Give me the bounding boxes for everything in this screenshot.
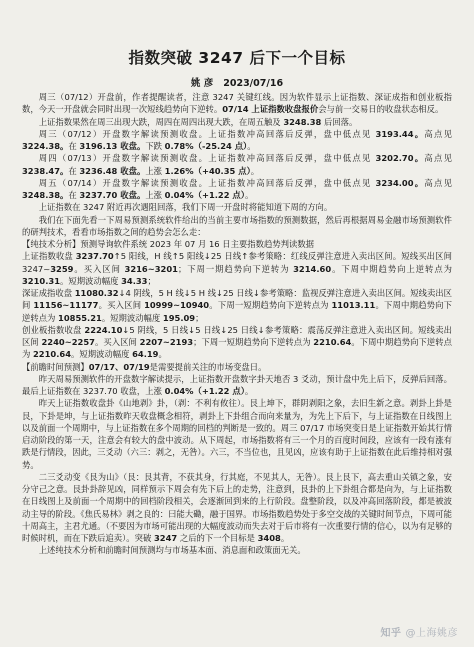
text-run: 。短期波动幅度 bbox=[101, 312, 163, 323]
text-run: 二三爻动变《艮为山》（艮：艮其背，不获其身，行其庭，不见其人，无咎）。艮上艮下，高去重山关镇之象，安分守己之意。艮卦卦辞见凶，同样预示下周会有先下后上的走势，注意到，艮卦的上下卦组合都是向为，与上证指数在日线图上及前面一个周期中的回档阶段相关，会逐渐回到来的上行阶段。盘整阶段，以及冲高回落阶段，都是被波动主导的阶段。《焦氏易林》剥之良的：曰能大磡，融于国界。市场指数趋势处于多空交战的关键时间节点，下周可能十周高主，主君尤通。（不要因为市场可能出现的大幅度波动而失去对于后市将有一次重要行情的信心，以为有足够的时候时机，而在下跌后追卖）。突破 bbox=[22, 471, 452, 543]
text-run: ； bbox=[147, 275, 156, 286]
article-title: 指数突破 3247 后下一个目标 bbox=[128, 49, 346, 67]
highlighted-value: 3234.00。 bbox=[375, 177, 425, 188]
article-paragraph bbox=[22, 177, 452, 202]
highlighted-value: 3237.70 bbox=[75, 251, 114, 262]
text-run: 。买入区间 bbox=[73, 263, 125, 274]
highlighted-value: 3408 bbox=[257, 533, 281, 543]
text-run: 周五（07/14）开盘数字解读预测收盘。上证指数冲高回落后反弹，盘中低点见 bbox=[38, 177, 376, 188]
highlighted-value: 2210.64 bbox=[33, 349, 72, 360]
article-paragraph bbox=[22, 471, 452, 545]
text-run: 【前瞻时间预测】 bbox=[22, 361, 89, 372]
text-run: 上涨 bbox=[145, 190, 165, 200]
highlighted-value: 3238.47。 bbox=[22, 165, 69, 176]
text-run: 。短期波动幅度 bbox=[60, 275, 122, 286]
article-paragraph bbox=[22, 287, 452, 324]
highlighted-value: 3237.70 收盘。 bbox=[79, 190, 146, 200]
text-run: 昨天上证指数收盘卦《山地剥》卦，（剥：不利有攸往）。艮上坤下，群阴剥阳之象，去旧生新之意。剥卦上卦是艮，下卦是坤，与上证指数昨天收盘概念相符，剥卦上下卦组合而向来量为，为先上下后下，与上证指数在日线图上以及前面一个周期中，与上证指数在多个周期的回档的判断是一致的。周三 07/17 市场突变日是上证指数开始其行情启动阶段的第一天，注意会有较大的盘中波动。从下周起，市场指数将有三一个月的百度时间段，应该有一段有涨有跌是行情段，因此，三爻动（六三：剥之，无咎）。六三，不当位也，且见凶，应该有助于上证指数在此后维持相对强势。 bbox=[22, 398, 452, 470]
text-run: 周四（07/13）开盘数字解读预测收盘。上证指数冲高回落后反弹，盘中低点见 bbox=[38, 153, 376, 164]
text-run: ；下周一短期趋势向下逆转点为 bbox=[193, 337, 314, 347]
article-paragraph bbox=[22, 373, 452, 398]
text-run: 。下周中期趋势向下逆转点为 bbox=[22, 337, 453, 360]
highlighted-value: 1.26%（+40.35 点） bbox=[164, 165, 251, 176]
highlighted-value: 0.04%（+1.22 点） bbox=[164, 190, 245, 200]
text-run: 上涨 bbox=[145, 165, 165, 176]
article-paragraph bbox=[22, 128, 452, 153]
text-run: 。下周中期趋势向上逆转点为 bbox=[331, 263, 452, 274]
text-run: 【纯技术分析】预测导询软件系统 2023 年 07 月 16 日主要指数趋势判读数据 bbox=[22, 239, 315, 249]
highlighted-value: 3248.38 bbox=[283, 116, 322, 127]
text-run: 。 bbox=[247, 141, 256, 151]
text-run: 上证指数果然在周三出现大跌，周四在周四出现大跌，在周五触及 bbox=[38, 116, 284, 127]
publish-date: 2023/07/16 bbox=[223, 78, 284, 89]
text-run: 。 bbox=[280, 533, 290, 543]
zhihu-logo: 知乎 bbox=[380, 628, 402, 639]
text-run: 会与前一交易日的收盘状态相反。 bbox=[318, 104, 444, 115]
highlighted-value: 11013.11 bbox=[331, 300, 376, 311]
highlighted-value: 0.78%（-25.24 点） bbox=[164, 141, 248, 151]
text-run: 上证指数在 3247 附近再次遇阻回落，我们下周一开盘时将能知道下周的方向。 bbox=[38, 202, 333, 213]
text-run: 上证指数收盘 bbox=[22, 251, 76, 262]
highlighted-value: 11156~11177 bbox=[33, 300, 99, 311]
text-run: 周三（07/12）开盘数字解读预测收盘。上证指数冲高回落后反弹，盘中低点见 bbox=[38, 128, 376, 139]
article-paragraph bbox=[22, 238, 452, 250]
text-run: 昨天周易预测软件的开盘数字解读提示，上证指数开盘数字卦天地否 3 爻动，预计盘中先上后下，反弹后回落。最后上证指数在 3237.70 收盘，上涨 bbox=[22, 373, 452, 396]
text-run: 在 bbox=[68, 190, 80, 200]
highlighted-value: 3193.44。 bbox=[375, 128, 425, 139]
text-run: 在 bbox=[68, 165, 80, 176]
highlighted-value: 3248.38。 bbox=[22, 190, 69, 200]
author-name: 姚 彦 bbox=[190, 78, 214, 89]
text-run: 上述纯技术分析和前瞻时间预测均与市场基本面、消息面和政策面无关。 bbox=[38, 545, 306, 556]
article-paragraph bbox=[22, 324, 452, 361]
article-paragraph bbox=[22, 91, 452, 116]
article-paragraph bbox=[22, 201, 452, 213]
article-body bbox=[22, 91, 452, 557]
byline bbox=[22, 75, 452, 89]
highlighted-value: 3236.48 收盘。 bbox=[79, 165, 146, 176]
highlighted-value: 195.09 bbox=[162, 312, 196, 323]
watermark bbox=[381, 624, 459, 639]
highlighted-value: 2207~2193 bbox=[139, 337, 194, 347]
highlighted-value: 3196.13 收盘。 bbox=[79, 141, 146, 151]
highlighted-value: 64.19 bbox=[132, 349, 159, 360]
article-paragraph bbox=[22, 152, 452, 177]
text-run: 高点见 bbox=[424, 128, 452, 139]
highlighted-value: 2224.10 bbox=[84, 324, 123, 335]
text-run: 我们在下面先看一下周易预测系统软件给出的当前主要市场指数的预测数据，然后再根据周易金融市场预测软件的研判技术，看看市场指数之间的趋势会怎么走： bbox=[22, 214, 452, 237]
highlighted-value: 3216~3201 bbox=[124, 263, 178, 274]
text-run: 后回落。 bbox=[321, 116, 358, 127]
text-run: 下跌 bbox=[145, 141, 165, 151]
watermark-handle: @上海姚彦 bbox=[405, 628, 458, 639]
highlighted-value: 3202.70。 bbox=[375, 153, 425, 164]
highlighted-value: 3210.31 bbox=[22, 275, 61, 286]
text-run: 。买入区间 bbox=[94, 337, 140, 347]
highlighted-value: 2210.64 bbox=[313, 337, 352, 347]
article-paragraph bbox=[22, 116, 452, 128]
article-paragraph bbox=[22, 361, 452, 373]
article-paragraph bbox=[22, 397, 452, 471]
text-run: 高点见 bbox=[424, 177, 452, 188]
highlighted-value: 2240~2257 bbox=[41, 337, 95, 347]
text-run: 。下周中期趋势向下逆转点为 bbox=[22, 300, 453, 323]
text-run: 深证成指收盘 bbox=[22, 288, 75, 298]
highlighted-value: 10855.21 bbox=[58, 312, 102, 323]
text-run: ↑5 阳线，H 线↑5 阳线↓25 日线↑参考策略：红线反弹注意进入卖出区间。短线买出区间 3247~ bbox=[22, 251, 452, 274]
article-paragraph bbox=[22, 250, 452, 287]
highlighted-value: 3214.60 bbox=[293, 263, 332, 274]
highlighted-value: 3259 bbox=[50, 263, 74, 274]
text-run: 创业板指数收盘 bbox=[22, 324, 85, 335]
text-run: 在 bbox=[68, 141, 80, 151]
text-run: 周三（07/12）开盘前，作者提醒读者，注意 3247 关键红线。因为软件显示上证指数、深证成指和创业板指数，今天一开盘就会同时出现一次短线趋势向下逆转。 bbox=[22, 92, 452, 115]
text-run: 。 bbox=[244, 386, 254, 396]
text-run: ； bbox=[195, 312, 204, 323]
highlighted-value: 07/14 上证指数收盘报价 bbox=[222, 104, 319, 115]
text-run: 。 bbox=[244, 190, 254, 200]
highlighted-value: 34.33 bbox=[121, 275, 148, 286]
text-run: 。 bbox=[250, 165, 260, 176]
text-run: ↓5 阴线，5 日线↓5 日线↓25 日线↓参考策略：震荡反弹注意进入卖出区间。短线卖出区间 bbox=[22, 324, 452, 347]
highlighted-value: 10999~10940 bbox=[144, 300, 210, 311]
highlighted-value: 0.04%（+1.22 点） bbox=[164, 386, 245, 396]
text-run: 。短期波动幅度 bbox=[71, 349, 133, 360]
highlighted-value: 07/17、07/19 bbox=[88, 361, 150, 372]
article-paragraph bbox=[22, 544, 452, 556]
text-run: 高点见 bbox=[424, 153, 452, 164]
text-run: 之后的下一个目标是 bbox=[177, 533, 258, 543]
highlighted-value: 3224.38。 bbox=[22, 141, 69, 151]
text-run: 。下周一短期趋势向下逆转点为 bbox=[209, 300, 332, 311]
text-run: ；下周一期趋势向下逆转为 bbox=[177, 263, 294, 274]
article-paragraph bbox=[22, 214, 452, 239]
text-run: 。 bbox=[158, 349, 167, 360]
text-run: ↓4 阴线，5 H 线↓5 H 线↓25 日线↓参考策略：监视反弹注意进入卖出区间。短线卖出区间 bbox=[22, 288, 452, 311]
highlighted-value: 3247 bbox=[153, 533, 178, 543]
text-run: 是需要提前关注的市场变盘日。 bbox=[149, 361, 267, 372]
text-run: 。买入区间 bbox=[98, 300, 145, 311]
highlighted-value: 11080.32 bbox=[74, 288, 119, 298]
